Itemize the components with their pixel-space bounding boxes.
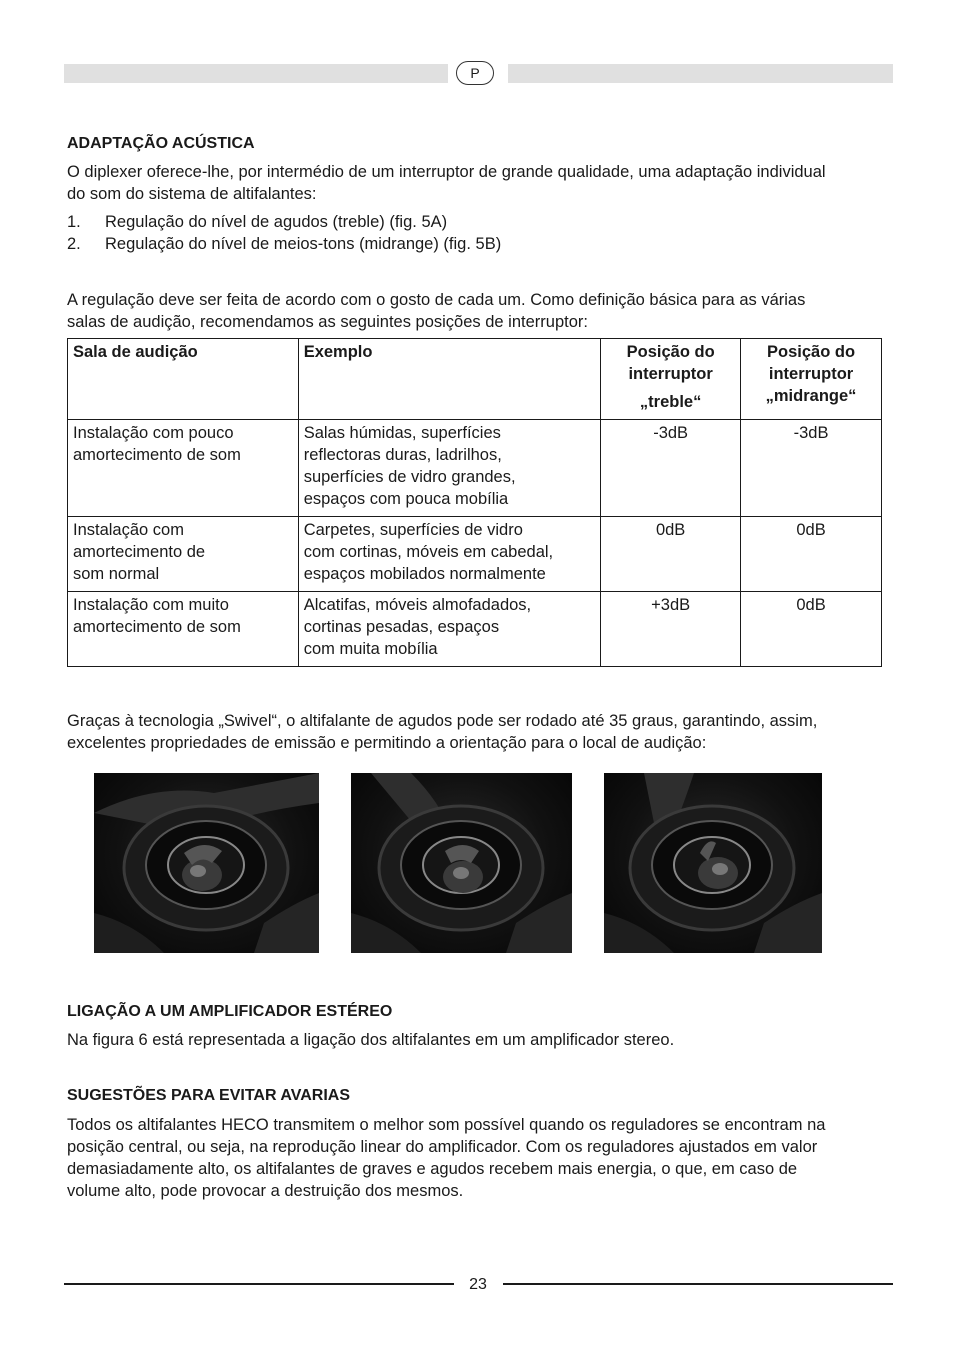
cell-line: som normal [73,565,160,583]
header-room: Sala de audição [68,339,299,420]
footer-rule-left [64,1283,454,1285]
cell-line: espaços com pouca mobília [303,490,509,508]
list-item [67,233,891,255]
adjustment-list [67,211,891,255]
cell-midrange: -3dB [741,420,882,517]
footer-rule-right [503,1283,893,1285]
list-text: Regulação do nível de meios-tons (midrange) (fig. 5B) [105,235,502,253]
recommendation-paragraph [67,289,891,333]
cell-line: com muita mobília [303,640,438,658]
swivel-line: Graças à tecnologia „Swivel“, o altifalante de agudos pode ser rodado até 35 graus, garantindo, assim, [67,712,818,730]
cell-line: amortecimento de [73,543,206,561]
amplifier-text: Na figura 6 está representada a ligação dos altifalantes em um amplificador stereo. [67,1031,675,1049]
cell-line: com cortinas, móveis em cabedal, [303,543,554,561]
room-settings-table [67,338,882,667]
recommendation-line: salas de audição, recomendamos as seguintes posições de interruptor: [67,313,588,331]
table-row [68,420,882,517]
header-treble-line: Posição do [626,343,715,361]
header-bar-left [64,64,448,83]
recommendation-line: A regulação deve ser feita de acordo com o gosto de cada um. Como definição básica para as várias [67,291,806,309]
tweeter-photo-right [604,773,822,953]
cell-line: Instalação com pouco [73,424,234,442]
cell-room [68,420,299,517]
tweeter-photo-center [351,773,572,953]
cell-example [298,517,601,592]
cell-line: reflectoras duras, ladrilhos, [303,446,502,464]
swivel-paragraph [67,710,891,754]
cell-line: amortecimento de som [73,446,241,464]
intro-line: do som do sistema de altifalantes: [67,185,317,203]
section-heading-tips: SUGESTÕES PARA EVITAR AVARIAS [67,1087,350,1104]
cell-room [68,517,299,592]
tweeter-photo-left [94,773,319,953]
cell-line: Salas húmidas, superfícies [303,424,501,442]
cell-line: espaços mobilados normalmente [303,565,546,583]
tips-paragraph [67,1114,891,1202]
section-heading-amplifier: LIGAÇÃO A UM AMPLIFICADOR ESTÉREO [67,1003,393,1020]
cell-example [298,420,601,517]
cell-example [298,592,601,667]
table-row [68,517,882,592]
list-text: Regulação do nível de agudos (treble) (fig. 5A) [105,213,448,231]
cell-line: Instalação com [73,521,184,539]
cell-line: Alcatifas, móveis almofadados, [303,596,532,614]
list-item [67,211,891,233]
cell-midrange: 0dB [741,517,882,592]
header-treble-line: interruptor [628,365,713,383]
header-mid-line: Posição do [767,343,856,361]
language-badge: P [456,61,494,85]
section-heading-acoustic: ADAPTAÇÃO ACÚSTICA [67,135,255,152]
cell-line: Instalação com muito [73,596,229,614]
cell-treble: -3dB [601,420,741,517]
cell-line: Carpetes, superfícies de vidro [303,521,523,539]
cell-treble: +3dB [601,592,741,667]
header-bar-right [508,64,893,83]
cell-line: amortecimento de som [73,618,241,636]
page-number: 23 [469,1276,487,1293]
header-example: Exemplo [298,339,601,420]
cell-line: cortinas pesadas, espaços [303,618,500,636]
table-header-row [68,339,882,420]
cell-line: superfícies de vidro grandes, [303,468,516,486]
tips-line: Todos os altifalantes HECO transmitem o melhor som possível quando os reguladores se encontram na [67,1116,826,1134]
list-number: 2. [67,235,81,253]
swivel-line: excelentes propriedades de emissão e permitindo a orientação para o local de audição: [67,734,707,752]
intro-paragraph [67,161,891,205]
header-mid-line: interruptor [768,365,854,383]
table-row [68,592,882,667]
list-number: 1. [67,213,81,231]
header-mid-line: „midrange“ [765,387,857,405]
header-midrange [741,339,882,420]
tips-line: posição central, ou seja, na reprodução linear do amplificador. Com os reguladores ajustados em valor [67,1138,818,1156]
cell-midrange: 0dB [741,592,882,667]
tips-line: demasiadamente alto, os altifalantes de graves e agudos recebem mais energia, o que, em caso de [67,1160,798,1178]
cell-room [68,592,299,667]
header-treble [601,339,741,420]
tips-line: volume alto, pode provocar a destruição dos mesmos. [67,1182,464,1200]
cell-treble: 0dB [601,517,741,592]
header-treble-line: „treble“ [639,393,702,411]
intro-line: O diplexer oferece-lhe, por intermédio de um interruptor de grande qualidade, uma adaptação individual [67,163,826,181]
